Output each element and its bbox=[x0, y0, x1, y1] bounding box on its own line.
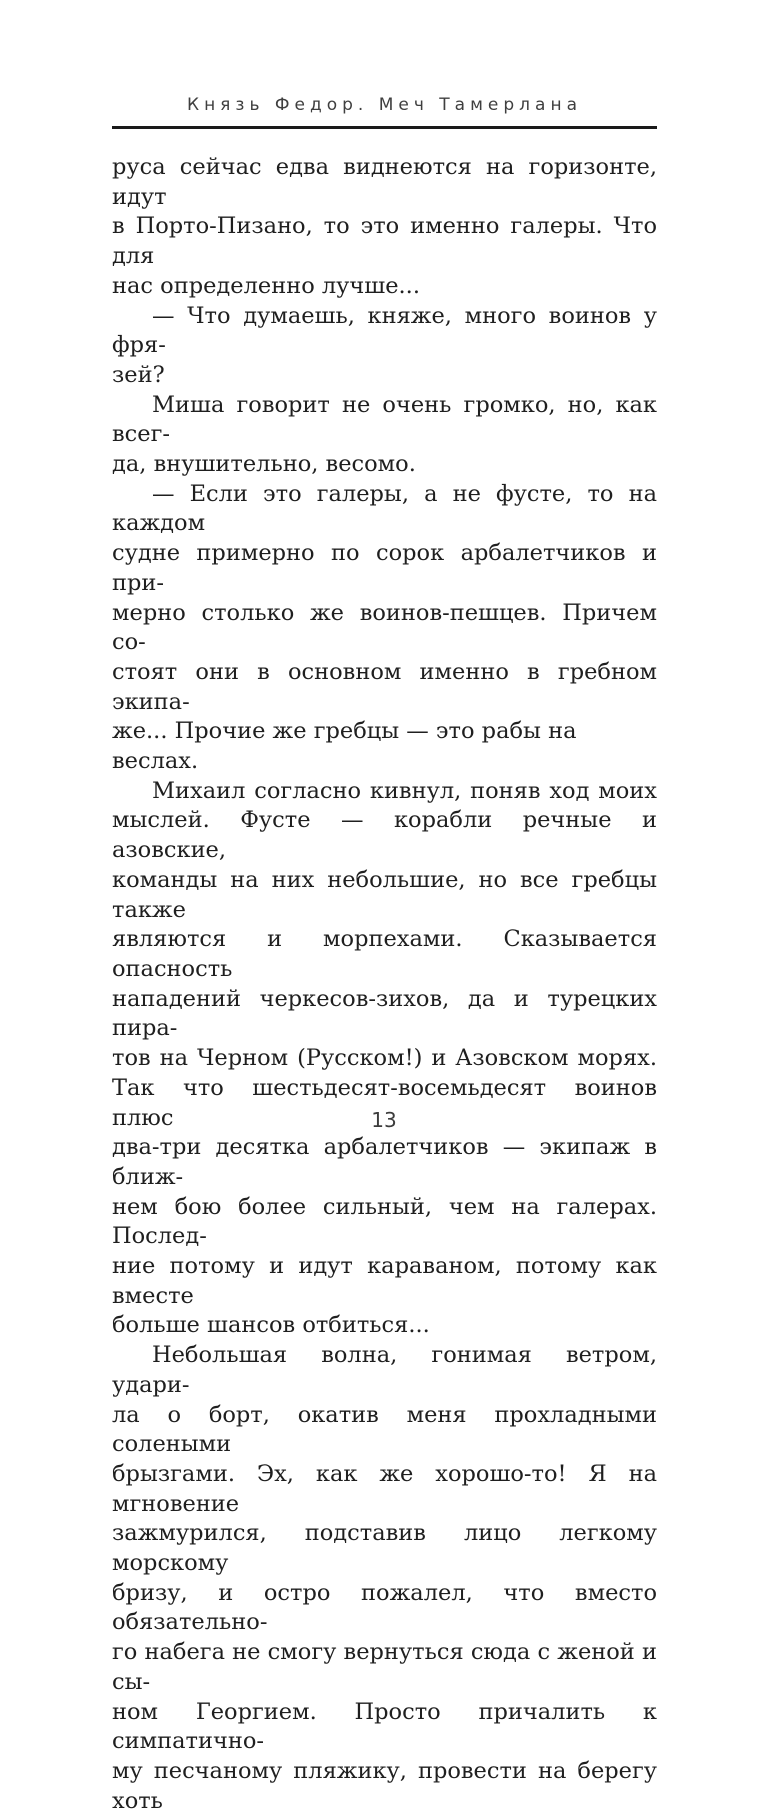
text-line: ном Георгием. Просто причалить к симпатично- bbox=[112, 1698, 657, 1755]
page-number: 13 bbox=[371, 1108, 397, 1132]
text-line: го набега не смогу вернуться сюда с женой и сы- bbox=[112, 1639, 657, 1695]
text-line: являются и морпехами. Сказывается опасность bbox=[112, 926, 657, 982]
text-line: мыслей. Фусте — корабли речные и азовские, bbox=[112, 807, 657, 864]
text-line: больше шансов отбиться... bbox=[112, 1312, 430, 1339]
text-line: команды на них небольшие, но все гребцы также bbox=[112, 866, 657, 923]
text-line: мерно столько же воинов-пешцев. Причем со- bbox=[112, 599, 657, 656]
text-line: нападений черкесов-зихов, да и турецких пира- bbox=[112, 985, 657, 1042]
text-line: два-три десятка арбалетчиков — экипаж в ближ- bbox=[112, 1134, 657, 1190]
text-line: Михаил согласно кивнул, поняв ход моих bbox=[152, 777, 657, 804]
text-line: бризу, и остро пожалел, что вместо обязательно- bbox=[112, 1579, 657, 1636]
text-line: Так что шестьдесят-восемьдесят воинов плюс bbox=[112, 1074, 657, 1131]
text-line: судне примерно по сорок арбалетчиков и при- bbox=[112, 540, 657, 596]
text-line: нем бою более сильный, чем на галерах. Послед- bbox=[112, 1193, 657, 1250]
text-line: тов на Черном (Русском!) и Азовском морях. bbox=[112, 1045, 657, 1072]
text-line: зей? bbox=[112, 361, 165, 388]
text-line: брызгами. Эх, как же хорошо-то! Я на мгновение bbox=[112, 1460, 657, 1517]
text-line: в Порто-Пизано, то это именно галеры. Что для bbox=[112, 213, 657, 270]
text-line: стоят они в основном именно в гребном экипа- bbox=[112, 658, 657, 715]
page-body bbox=[112, 153, 657, 1816]
text-line: Небольшая волна, гонимая ветром, удари- bbox=[112, 1342, 657, 1398]
running-header-title: Князь Федор. Меч Тамерлана bbox=[187, 95, 582, 115]
text-line: ние потому и идут караваном, потому как вместе bbox=[112, 1253, 657, 1309]
text-line: да, внушительно, весомо. bbox=[112, 451, 416, 478]
header-rule-divider bbox=[112, 126, 657, 129]
text-line: же... Прочие же гребцы — это рабы на веслах. bbox=[112, 718, 577, 775]
text-line: ла о борт, окатив меня прохладными солеными bbox=[112, 1401, 657, 1458]
text-line: зажмурился, подставив лицо легкому морскому bbox=[112, 1520, 657, 1577]
text-line: Миша говорит не очень громко, но, как всег- bbox=[112, 391, 657, 448]
text-line: нас определенно лучше... bbox=[112, 272, 420, 299]
text-line: — Если это галеры, а не фусте, то на каждом bbox=[112, 480, 657, 537]
text-line: руса сейчас едва виднеются на горизонте, идут bbox=[112, 154, 657, 210]
text-line: — Что думаешь, княже, много воинов у фря- bbox=[112, 302, 657, 359]
text-line: му песчаному пляжику, провести на берегу хоть bbox=[112, 1757, 657, 1814]
